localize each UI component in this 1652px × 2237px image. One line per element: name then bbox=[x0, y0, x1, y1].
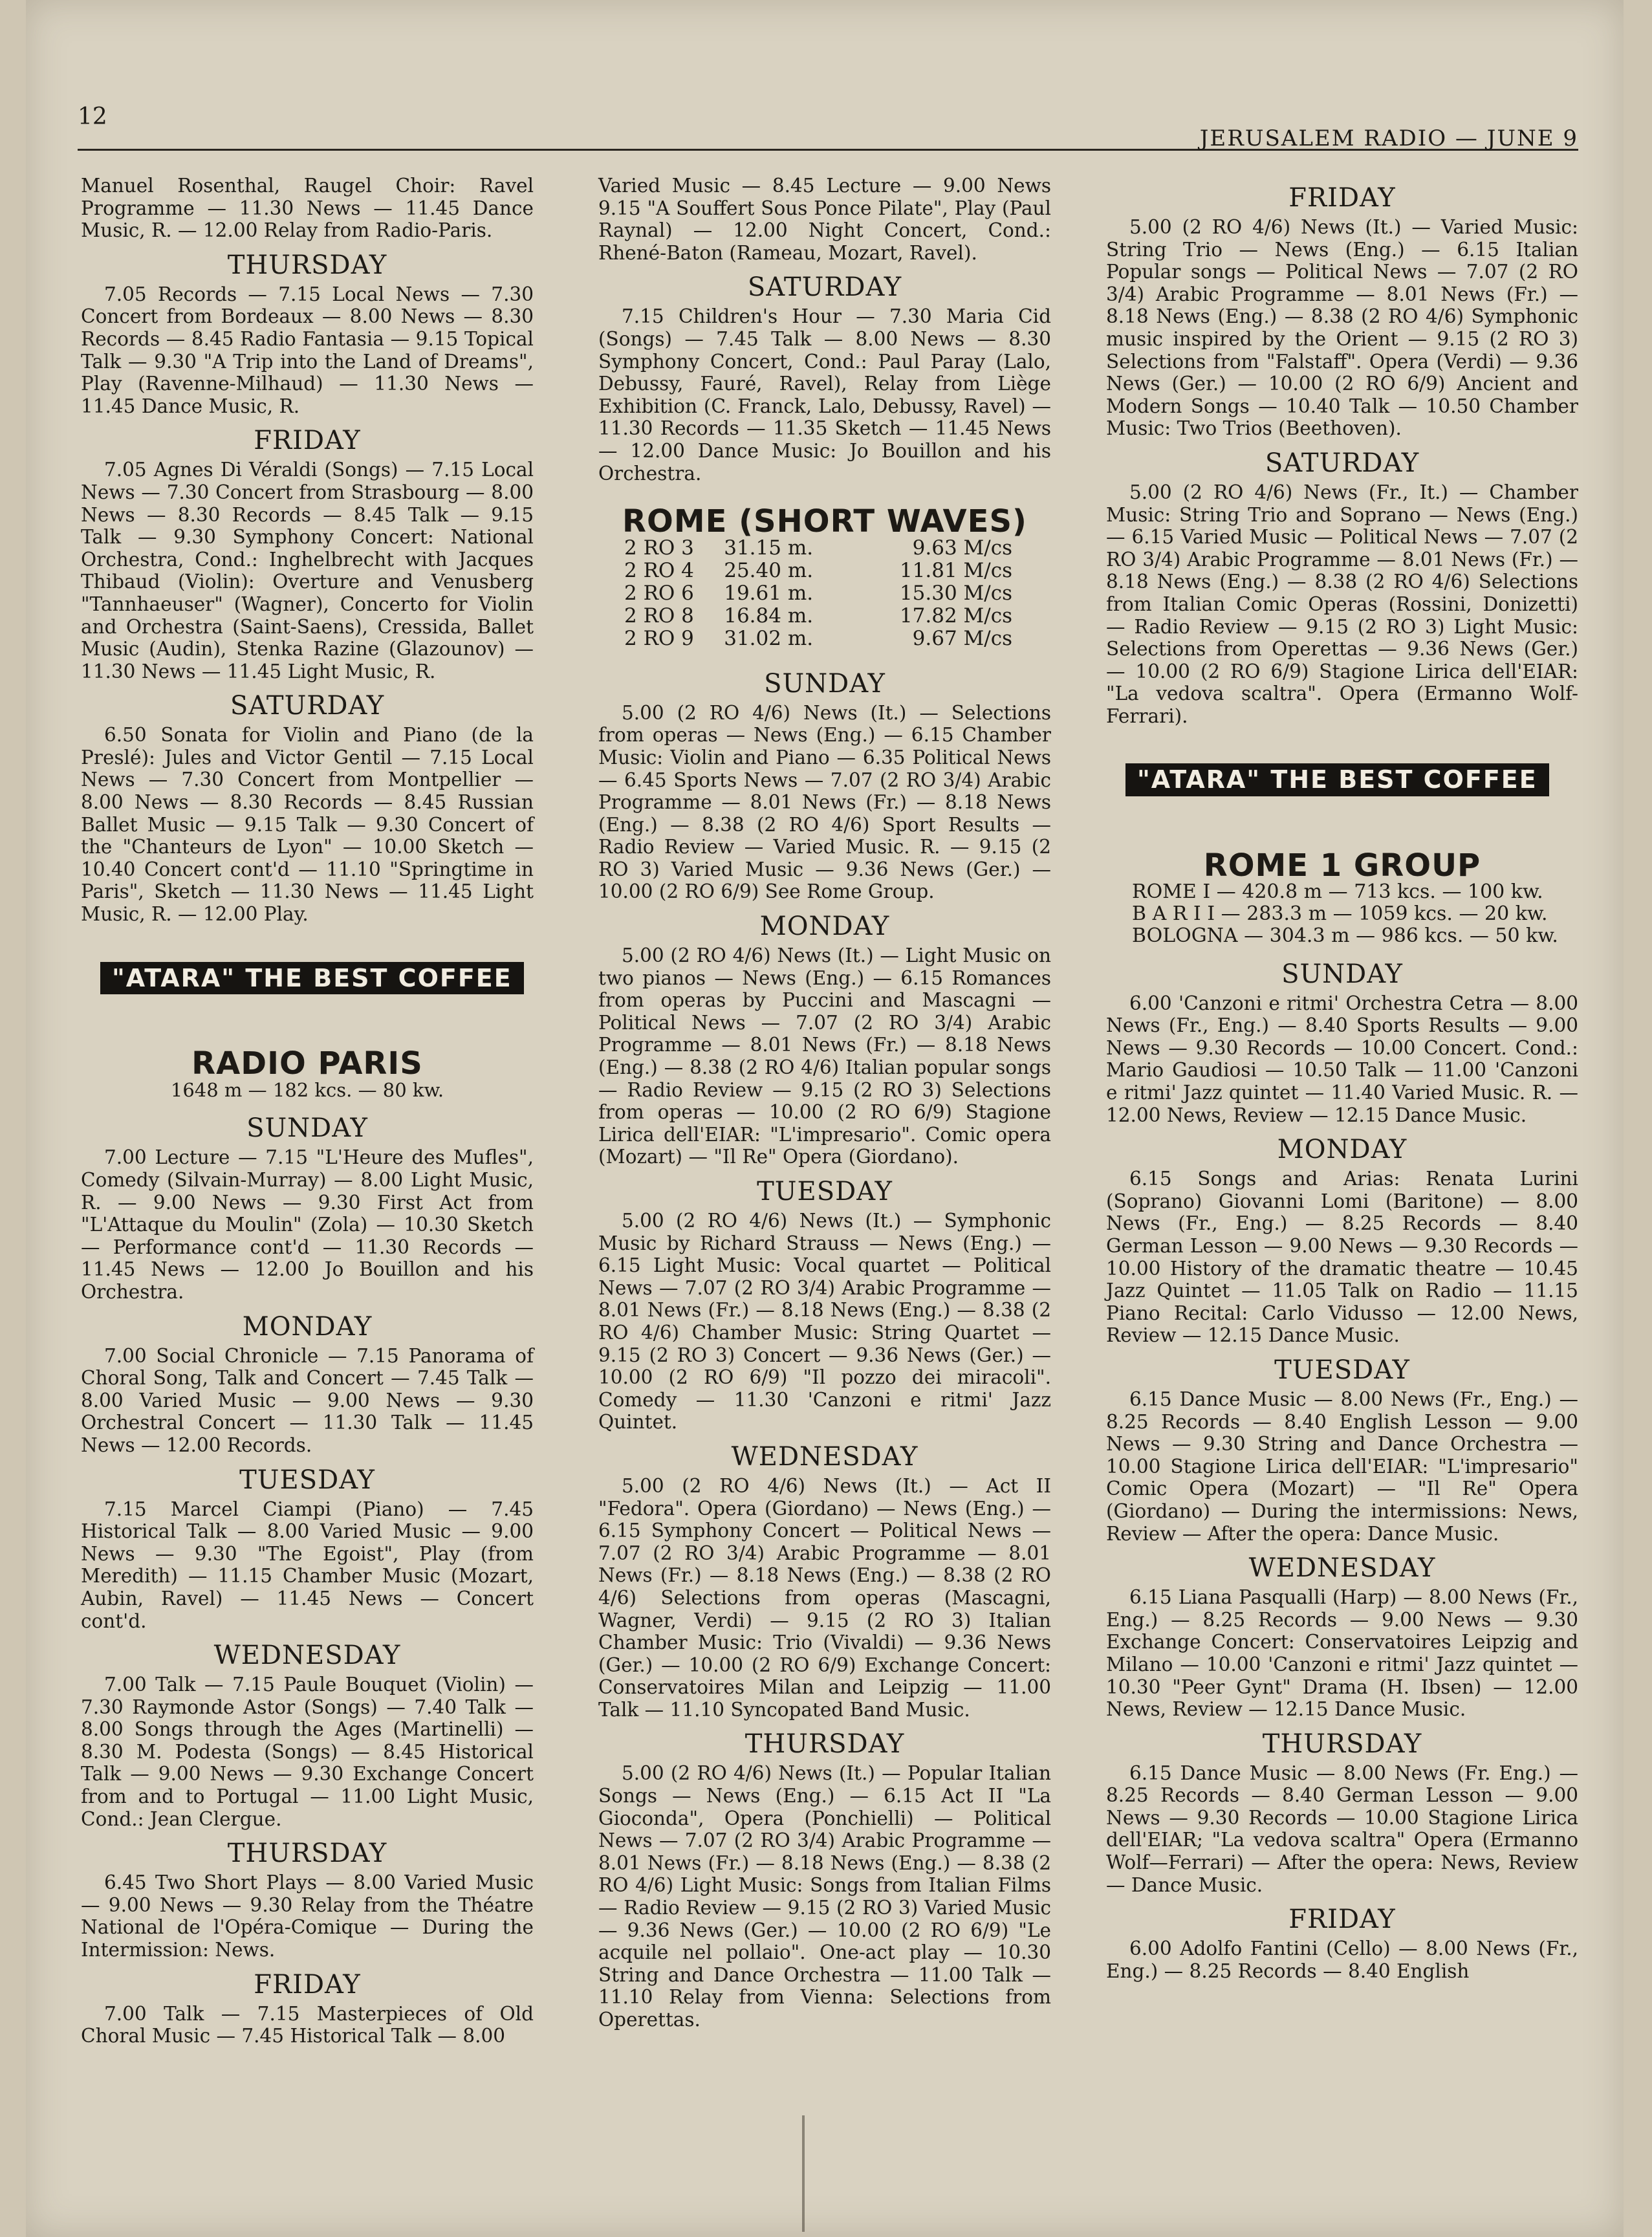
day-heading: SATURDAY bbox=[747, 272, 902, 303]
coffee-ad: "ATARA" THE BEST COFFEE bbox=[1125, 763, 1549, 796]
station-frequency: 1648 m — 182 kcs. — 80 kw. bbox=[170, 1078, 444, 1101]
day-heading: FRIDAY bbox=[1288, 1904, 1396, 1935]
frequency-cell: 17.82 M/cs bbox=[899, 604, 1012, 627]
station-line: ROME I — 420.8 m — 713 kcs. — 100 kw. bbox=[1132, 880, 1543, 903]
frequency-cell: 2 RO 6 bbox=[624, 581, 694, 605]
day-heading: MONDAY bbox=[1277, 1135, 1407, 1165]
day-heading: SUNDAY bbox=[246, 1113, 368, 1144]
day-heading: SUNDAY bbox=[764, 668, 886, 699]
program-text: 5.00 (2 RO 4/6) News (It.) — Symphonic Music by Richard Strauss — News (Eng.) — 6.15 Light Music: Vocal quartet — Political News — 7.07 (2 RO 3/4) Arabic Programme — 8.01 News (Fr.) — 8.18 News (Eng.) — 8.38 (2 RO 4/6) Chamber Music: String Quartet — 9.15 (2 RO 3) Concert — 9.36 News (Ger.) — 10.00 (2 RO 6/9) "Il pozzo dei miracoli". Comedy — 11.30 'Canzoni e ritmi' Jazz Quintet. bbox=[598, 1210, 1051, 1434]
frequency-cell: 19.61 m. bbox=[724, 581, 814, 605]
program-text: 7.00 Talk — 7.15 Masterpieces of Old Choral Music — 7.45 Historical Talk — 8.00 bbox=[81, 2002, 534, 2047]
program-text: 7.05 Agnes Di Véraldi (Songs) — 7.15 Local News — 7.30 Concert from Strasbourg — 8.00 News — 8.30 Records — 8.45 Talk — 9.15 Talk — 9.30 Symphony Concert: National Orchestra, Cond.: Inghelbrecht with Jacques Thibaud (Violin): Overture and Venusberg "Tannhaeuser" (Wagner), Concerto for Violin and Orchestra (Saint-Saens), Cressida, Ballet Music (Audin), Stenka Razine (Glazounov) — 11.30 News — 11.45 Light Music, R. bbox=[81, 459, 534, 682]
day-heading: SATURDAY bbox=[1265, 448, 1420, 478]
program-text: 5.00 (2 RO 4/6) News (It.) — Act II "Fedora". Opera (Giordano) — News (Eng.) — 6.15 Symphony Concert — Political News — 7.07 (2 RO 3/4) Arabic Programme — 8.01 News (Fr.) — 8.18 News (Eng.) — 8.38 (2 RO 4/6) Selections from operas (Mascagni, Wagner, Verdi) — 9.15 (2 RO 3) Italian Chamber Music: Trio (Vivaldi) — 9.36 News (Ger.) — 10.00 (2 RO 6/9) Exchange Concert: Conservatoires Milan and Leipzig — 11.00 Talk — 11.10 Syncopated Band Music. bbox=[598, 1474, 1051, 1721]
program-text: 6.15 Liana Pasqualli (Harp) — 8.00 News (Fr., Eng.) — 8.25 Records — 9.00 News — 9.30 Exchange Concert: Conservatoires Leipzig and Milano — 10.00 'Canzoni e ritmi' Jazz quintet — 10.30 "Peer Gynt" Drama (H. Ibsen) — 12.00 News, Review — 12.15 Dance Music. bbox=[1106, 1586, 1578, 1721]
frequency-table bbox=[624, 537, 1012, 650]
frequency-row bbox=[624, 537, 1012, 560]
paris-continued: Varied Music — 8.45 Lecture — 9.00 News 9.15 "A Souffert Sous Ponce Pilate", Play (Paul Raynal) — 12.00 Night Concert, Cond.: Rhené-Baton (Rameau, Mozart, Ravel). bbox=[598, 175, 1051, 264]
page-header bbox=[78, 97, 1578, 151]
program-text: 7.00 Lecture — 7.15 "L'Heure des Mufles", Comedy (Silvain-Murray) — 8.00 Light Music, R. — 9.00 News — 9.30 First Act from "L'Attaque du Moulin" (Zola) — 10.30 Sketch — Performance cont'd — 11.30 Records — 11.45 News — 12.00 Jo Bouillon and his Orchestra. bbox=[81, 1146, 534, 1303]
day-heading: FRIDAY bbox=[254, 426, 361, 456]
program-text: 7.15 Children's Hour — 7.30 Maria Cid (Songs) — 7.45 Talk — 8.00 News — 8.30 Symphony Concert, Cond.: Paul Paray (Lalo, Debussy, Fauré, Ravel), Relay from Liège Exhibition (C. Franck, Lalo, Debussy, Ravel) — 11.30 Records — 11.35 Sketch — 11.45 News — 12.00 Dance Music: Jo Bouillon and his Orchestra. bbox=[598, 305, 1051, 485]
frequency-row bbox=[624, 582, 1012, 605]
day-heading: THURSDAY bbox=[1262, 1729, 1422, 1759]
frequency-cell: 31.15 m. bbox=[724, 536, 814, 560]
column-2 bbox=[598, 175, 1051, 2035]
station-title: ROME 1 GROUP bbox=[1203, 847, 1481, 884]
day-heading: THURSDAY bbox=[227, 1839, 387, 1869]
day-heading: FRIDAY bbox=[254, 1969, 361, 2000]
program-text: 6.15 Songs and Arias: Renata Lurini (Soprano) Giovanni Lomi (Baritone) — 8.00 News (Fr., Eng.) — 8.25 Records — 8.40 German Lesson — 9.00 News — 9.30 Records — 10.00 History of the dramatic theatre — 10.45 Jazz Quintet — 11.05 Talk on Radio — 11.15 Piano Recital: Carlo Vidusso — 12.00 News, Review — 12.15 Dance Music. bbox=[1106, 1168, 1578, 1347]
frequency-row bbox=[624, 605, 1012, 627]
day-heading: WEDNESDAY bbox=[213, 1641, 401, 1671]
program-text: 5.00 (2 RO 4/6) News (Fr., It.) — Chamber Music: String Trio and Soprano — News (Eng.) — 6.15 Varied Music — Political News — 7.07 (2 RO 3/4) Arabic Programme — 8.01 News (Fr.) — 8.18 News (Eng.) — 8.38 (2 RO 4/6) Selections from Italian Comic Operas (Rossini, Donizetti) — Radio Review — 9.15 (2 RO 3) Light Music: Selections from Operettas — 9.36 News (Ger.) — 10.00 (2 RO 6/9) Stagione Lirica dell'EIAR: "La vedova scaltra". Opera (Ermanno Wolf-Ferrari). bbox=[1106, 481, 1578, 727]
frequency-cell: 2 RO 9 bbox=[624, 626, 694, 650]
day-heading: SATURDAY bbox=[230, 691, 385, 721]
day-heading: SUNDAY bbox=[1281, 959, 1403, 989]
program-text: 5.00 (2 RO 4/6) News (It.) — Popular Italian Songs — News (Eng.) — 6.15 Act II "La Gioconda", Opera (Ponchielli) — Political News — 7.07 (2 RO 3/4) Arabic Programme — 8.01 News (Fr.) — 8.18 News (Eng.) — 8.38 (2 RO 4/6) Light Music: Songs from Italian Films — Radio Review — 9.15 (2 RO 3) Varied Music — 9.36 News (Ger.) — 10.00 (2 RO 6/9) "Le acquile nel pollaio". One-act play — 10.30 String and Dance Orchestra — 11.00 Talk — 11.10 Relay from Vienna: Selections from Operettas. bbox=[598, 1762, 1051, 2031]
newspaper-page bbox=[26, 0, 1624, 2237]
program-text: 7.00 Talk — 7.15 Paule Bouquet (Violin) — 7.30 Raymonde Astor (Songs) — 7.40 Talk — 8.00 Songs through the Ages (Martinelli) — 8.30 M. Podesta (Songs) — 8.45 Historical Talk — 9.00 News — 9.30 Exchange Concert from and to Portugal — 11.00 Light Music, Cond.: Jean Clergue. bbox=[81, 1674, 534, 1830]
station-line: B A R I I — 283.3 m — 1059 kcs. — 20 kw. bbox=[1132, 902, 1548, 925]
day-heading: THURSDAY bbox=[227, 250, 387, 280]
program-text: 7.00 Social Chronicle — 7.15 Panorama of Choral Song, Talk and Concert — 7.45 Talk — 8.00 Varied Music — 9.00 News — 9.30 Orchestral Concert — 11.30 Talk — 11.45 News — 12.00 Records. bbox=[81, 1344, 534, 1456]
column-1 bbox=[81, 175, 534, 2051]
day-heading: THURSDAY bbox=[744, 1729, 905, 1760]
program-text: 5.00 (2 RO 4/6) News (It.) — Varied Music: String Trio — News (Eng.) — 6.15 Italian Popular songs — Political News — 7.07 (2 RO 3/4) Arabic Programme — 8.01 News (Fr.) — 8.18 News (Eng.) — 8.38 (2 RO 4/6) Symphonic music inspired by the Orient — 9.15 (2 RO 3) Selections from "Falstaff". Opera (Verdi) — 9.36 News (Ger.) — 10.00 (2 RO 6/9) Ancient and Modern Songs — 10.40 Talk — 10.50 Chamber Music: Two Trios (Beethoven). bbox=[1106, 216, 1578, 440]
program-text: 6.45 Two Short Plays — 8.00 Varied Music — 9.00 News — 9.30 Relay from the Théatre National de l'Opéra-Comique — During the Intermission: News. bbox=[81, 1871, 534, 1961]
page-number: 12 bbox=[78, 104, 107, 130]
day-heading: WEDNESDAY bbox=[731, 1441, 918, 1472]
page-crease bbox=[802, 2115, 805, 2232]
station-title: RADIO PARIS bbox=[191, 1045, 423, 1082]
page-title: JERUSALEM RADIO — JUNE 9 bbox=[1199, 125, 1578, 151]
frequency-cell: 11.81 M/cs bbox=[899, 558, 1012, 582]
program-text: 6.00 'Canzoni e ritmi' Orchestra Cetra — 8.00 News (Fr., Eng.) — 8.40 Sports Results — 9.00 News — 9.30 Records — 10.00 Concert. Cond.: Mario Gaudiosi — 10.50 Talk — 11.00 'Canzoni e ritmi' Jazz quintet — 11.40 Varied Music. R. — 12.00 News, Review — 12.15 Dance Music. bbox=[1106, 992, 1578, 1126]
paris-intro: Manuel Rosenthal, Raugel Choir: Ravel Programme — 11.30 News — 11.45 Dance Music, R. — 12.00 Relay from Radio-Paris. bbox=[81, 175, 534, 242]
coffee-ad: "ATARA" THE BEST COFFEE bbox=[100, 962, 524, 995]
day-heading: TUESDAY bbox=[1274, 1355, 1410, 1385]
day-heading: TUESDAY bbox=[757, 1177, 893, 1206]
program-text: 6.50 Sonata for Violin and Piano (de la Preslé): Jules and Victor Gentil — 7.15 Local News — 7.30 Concert from Montpellier — 8.00 News — 8.30 Records — 8.45 Russian Ballet Music — 9.15 Talk — 9.30 Concert of the "Chanteurs de Lyon" — 10.00 Sketch — 10.40 Concert cont'd — 11.10 "Springtime in Paris", Sketch — 11.30 News — 11.45 Light Music, R. — 12.00 Play. bbox=[81, 724, 534, 926]
frequency-row bbox=[624, 627, 1012, 650]
day-heading: MONDAY bbox=[242, 1311, 373, 1342]
station-group-list bbox=[1132, 881, 1578, 947]
frequency-cell: 25.40 m. bbox=[724, 558, 814, 582]
day-heading: WEDNESDAY bbox=[1248, 1553, 1436, 1584]
day-heading: TUESDAY bbox=[239, 1465, 375, 1495]
column-3 bbox=[1106, 175, 1578, 1986]
station-line: BOLOGNA — 304.3 m — 986 kcs. — 50 kw. bbox=[1132, 924, 1558, 947]
program-text: 6.15 Dance Music — 8.00 News (Fr. Eng.) — 8.25 Records — 8.40 German Lesson — 9.00 News — 9.30 Records — 10.00 Stagione Lirica dell'EIAR; "La vedova scaltra" Opera (Ermanno Wolf—Ferrari) — After the opera: News, Review — Dance Music. bbox=[1106, 1762, 1578, 1896]
frequency-cell: 9.67 M/cs bbox=[912, 626, 1012, 650]
frequency-cell: 16.84 m. bbox=[724, 604, 814, 627]
frequency-cell: 9.63 M/cs bbox=[912, 536, 1012, 560]
program-text: 5.00 (2 RO 4/6) News (It.) — Light Music on two pianos — News (Eng.) — 6.15 Romances from operas by Puccini and Mascagni — Political News — 7.07 (2 RO 3/4) Arabic Programme — 8.01 News (Fr.) — 8.18 News (Eng.) — 8.38 (2 RO 4/6) Italian popular songs — Radio Review — 9.15 (2 RO 3) Selections from operas — 10.00 (2 RO 6/9) Stagione Lirica dell'EIAR: "L'impresario". Comic opera (Mozart) — "Il Re" Opera (Giordano). bbox=[598, 944, 1051, 1168]
frequency-cell: 31.02 m. bbox=[724, 626, 814, 650]
program-text: 7.15 Marcel Ciampi (Piano) — 7.45 Historical Talk — 8.00 Varied Music — 9.00 News — 9.30 "The Egoist", Play (from Meredith) — 11.15 Chamber Music (Mozart, Aubin, Ravel) — 11.45 News — Concert cont'd. bbox=[81, 1498, 534, 1632]
frequency-cell: 2 RO 3 bbox=[624, 536, 694, 560]
station-title: ROME (SHORT WAVES) bbox=[622, 503, 1027, 540]
program-text: 5.00 (2 RO 4/6) News (It.) — Selections from operas — News (Eng.) — 6.15 Chamber Music: Violin and Piano — 6.35 Political News — 6.45 Sports News — 7.07 (2 RO 3/4) Arabic Programme — 8.01 News (Fr.) — 8.18 News (Eng.) — 8.38 (2 RO 4/6) Sport Results — Radio Review — Varied Music. R. — 9.15 (2 RO 3) Varied Music — 9.36 News (Ger.) — 10.00 (2 RO 6/9) See Rome Group. bbox=[598, 701, 1051, 903]
day-heading: MONDAY bbox=[759, 911, 890, 942]
frequency-cell: 2 RO 4 bbox=[624, 558, 694, 582]
frequency-cell: 15.30 M/cs bbox=[899, 581, 1012, 605]
frequency-cell: 2 RO 8 bbox=[624, 604, 694, 627]
program-text: 7.05 Records — 7.15 Local News — 7.30 Concert from Bordeaux — 8.00 News — 8.30 Records — 8.45 Radio Fantasia — 9.15 Topical Talk — 9.30 "A Trip into the Land of Dreams", Play (Ravenne-Milhaud) — 11.30 News — 11.45 Dance Music, R. bbox=[81, 283, 534, 417]
day-heading: FRIDAY bbox=[1288, 183, 1396, 213]
program-text: 6.00 Adolfo Fantini (Cello) — 8.00 News (Fr., Eng.) — 8.25 Records — 8.40 English bbox=[1106, 1937, 1578, 1982]
frequency-row bbox=[624, 560, 1012, 582]
program-text: 6.15 Dance Music — 8.00 News (Fr., Eng.) — 8.25 Records — 8.40 English Lesson — 9.00 News — 9.30 String and Dance Orchestra — 10.00 Stagione Lirica dell'EIAR: "L'impresario" Comic Opera (Mozart) — "Il Re" Opera (Giordano) — During the intermissions: News, Review — After the opera: Dance Music. bbox=[1106, 1388, 1578, 1545]
